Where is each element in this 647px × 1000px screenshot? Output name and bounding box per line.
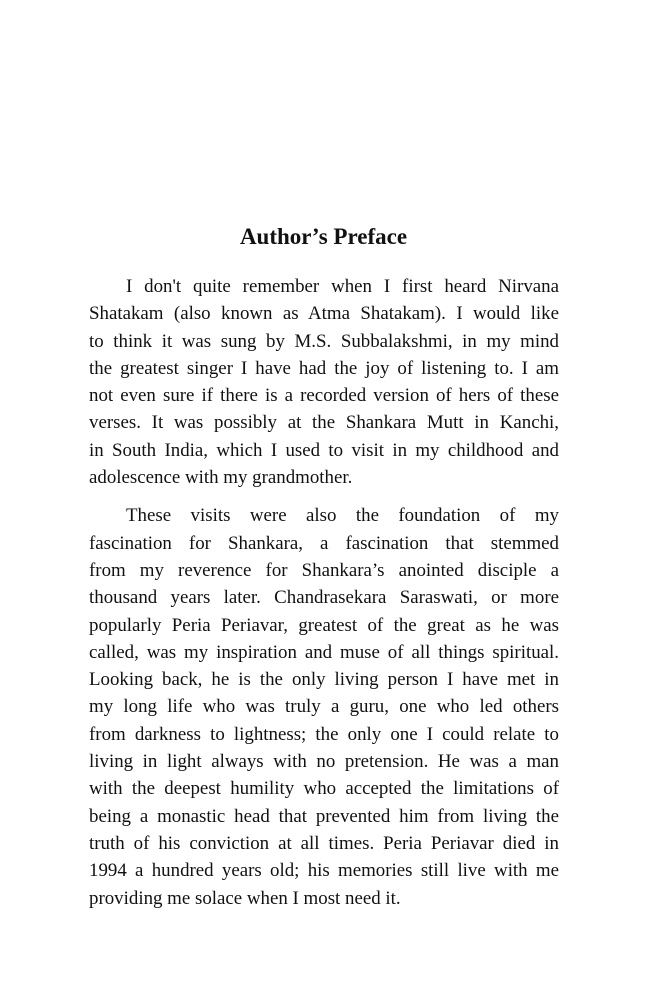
text-line: from darkness to lightness; the only one I could relate to [89,723,559,745]
text-line: 1994 a hundred years old; his memories still live with me [89,860,559,882]
text-line: the greatest singer I have had the joy of listening to. I am [89,357,559,379]
text-line: adolescence with my grandmother. [89,467,353,489]
text-line: Looking back, he is the only living person I have met in [89,669,559,691]
text-line: in South India, which I used to visit in my childhood and [89,439,559,461]
text-line: verses. It was possibly at the Shankara Mutt in Kanchi, [89,412,559,434]
text-line: I don't quite remember when I first heard Nirvana [126,276,559,297]
text-line: my long life who was truly a guru, one who led others [89,696,559,718]
text-line: being a monastic head that prevented him from living the [89,805,559,827]
page-title: Author’s Preface [239,224,408,249]
paragraph [89,273,559,491]
text-line: with the deepest humility who accepted the limitations of [89,778,559,800]
text-line: called, was my inspiration and muse of all things spiritual. [89,641,559,663]
text-line: These visits were also the foundation of my [126,505,559,527]
text-line: living in light always with no pretension. He was a man [89,751,559,773]
preface-body [89,273,559,912]
text-line: fascination for Shankara, a fascination that stemmed [89,532,559,554]
text-line: Shatakam (also known as Atma Shatakam). I would like [89,303,559,325]
paragraph [89,502,559,911]
text-line: from my reverence for Shankara’s anointed disciple a [89,559,559,581]
text-line: providing me solace when I most need it. [89,887,401,909]
text-line: thousand years later. Chandrasekara Saraswati, or more [89,587,559,609]
text-line: popularly Peria Periavar, greatest of the great as he was [89,614,559,636]
text-line: to think it was sung by M.S. Subbalakshmi, in my mind [89,330,559,352]
text-line: not even sure if there is a recorded version of hers of these [89,385,559,407]
paragraph-spacer [89,491,559,502]
text-line: truth of his conviction at all times. Peria Periavar died in [89,832,559,854]
